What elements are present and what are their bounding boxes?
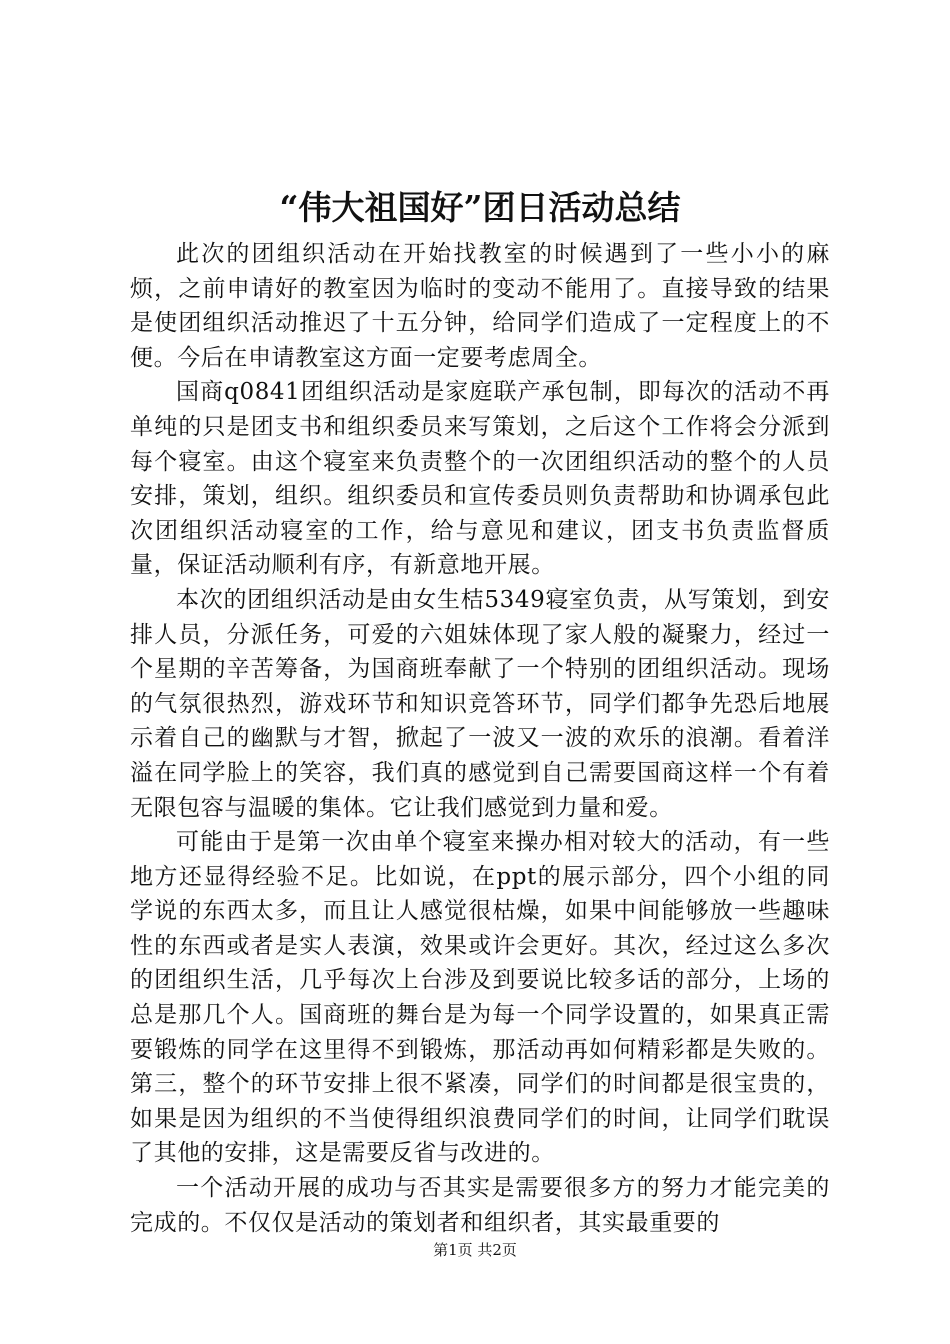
paragraph: 可能由于是第一次由单个寝室来操办相对较大的活动，有一些地方还显得经验不足。比如说，在ppt的展示部分，四个小组的同学说的东西太多，而且让人感觉很枯燥，如果中间能够放一些趣味性的东西或者是实人表演，效果或许会更好。其次，经过这么多次的团组织生活，几乎每次上台涉及到要说比较多话的部分，上场的总是那几个人。国商班的舞台是为每一个同学设置的，如果真正需要锻炼的同学在这里得不到锻炼，那活动再如何精彩都是失败的。第三，整个的环节安排上很不紧凑，同学们的时间都是很宝贵的，如果是因为组织的不当使得组织浪费同学们的时间，让同学们耽误了其他的安排，这是需要反省与改进的。 xyxy=(130,829,830,1167)
page-number-footer: 第1页 共2页 xyxy=(433,1241,517,1259)
paragraph: 本次的团组织活动是由女生桔5349寝室负责，从写策划，到安排人员，分派任务，可爱的六姐妹体现了家人般的凝聚力，经过一个星期的辛苦筹备，为国商班奉献了一个特别的团组织活动。现场的气氛很热烈，游戏环节和知识竞答环节，同学们都争先恐后地展示着自己的幽默与才智，掀起了一波又一波的欢乐的浪潮。看着洋溢在同学脸上的笑容，我们真的感觉到自己需要国商这样一个有着无限包容与温暖的集体。它让我们感觉到力量和爱。 xyxy=(130,586,830,821)
paragraph: 国商q0841团组织活动是家庭联产承包制，即每次的活动不再单纯的只是团支书和组织委员来写策划，之后这个工作将会分派到每个寝室。由这个寝室来负责整个的一次团组织活动的整个的人员安排，策划，组织。组织委员和宣传委员则负责帮助和协调承包此次团组织活动寝室的工作，给与意见和建议，团支书负责监督质量，保证活动顺利有序，有新意地开展。 xyxy=(130,379,830,579)
document-title: “伟大祖国好”团日活动总结 xyxy=(279,188,681,227)
paragraph: 一个活动开展的成功与否其实是需要很多方的努力才能完美的完成的。不仅仅是活动的策划者和组织者，其实最重要的 xyxy=(130,1175,830,1236)
document-body xyxy=(130,237,830,1240)
paragraph: 此次的团组织活动在开始找教室的时候遇到了一些小小的麻烦，之前申请好的教室因为临时的变动不能用了。直接导致的结果是使团组织活动推迟了十五分钟，给同学们造成了一定程度上的不便。今后在申请教室这方面一定要考虑周全。 xyxy=(130,241,830,371)
